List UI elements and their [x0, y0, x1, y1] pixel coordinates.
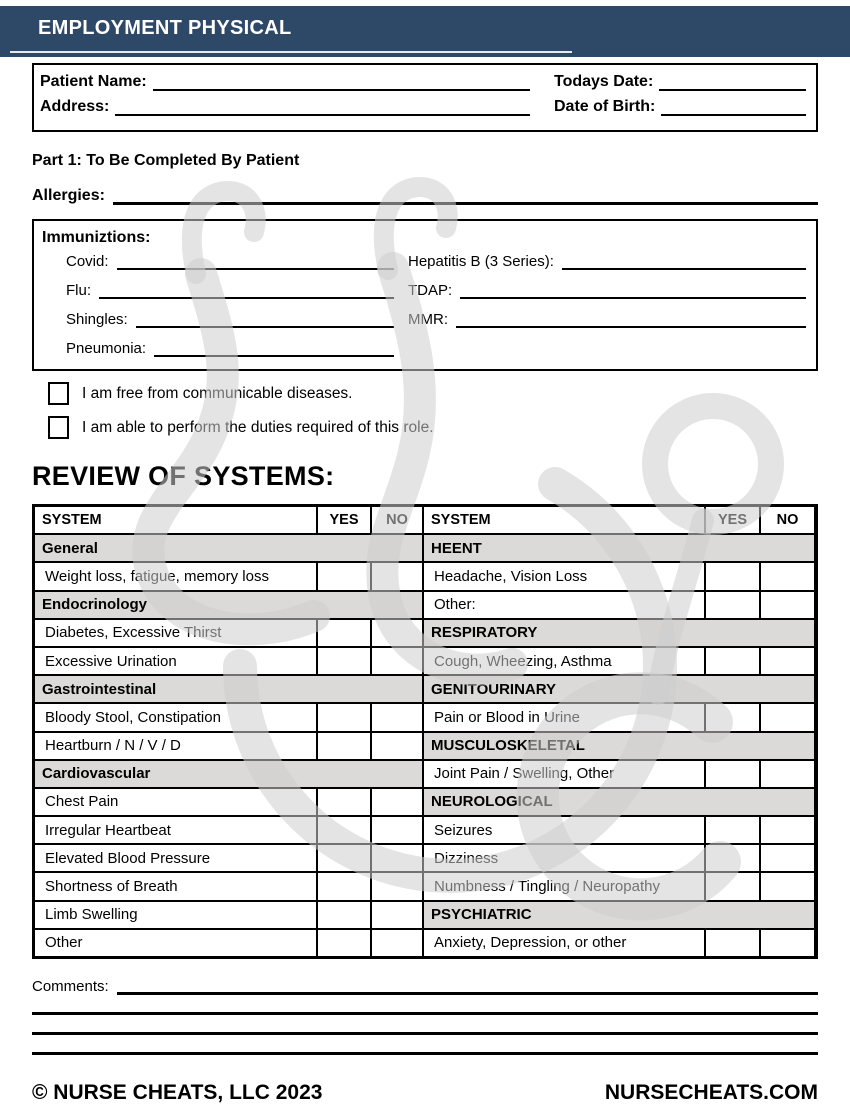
communicable-diseases-checkbox[interactable]: [48, 382, 69, 405]
comments-line[interactable]: [117, 979, 818, 995]
ros-no-cell[interactable]: [761, 873, 814, 899]
ros-yes-cell[interactable]: [706, 563, 759, 589]
ros-no-cell[interactable]: [372, 845, 422, 871]
ros-yes-cell[interactable]: [706, 817, 759, 843]
ros-no-cell[interactable]: [761, 648, 814, 674]
mmr-line[interactable]: [456, 312, 806, 328]
immunizations-box: [32, 219, 818, 371]
ros-item-label: Numbness / Tingling / Neuropathy: [424, 873, 704, 899]
ros-item-label: Irregular Heartbeat: [35, 817, 316, 843]
allergies-line[interactable]: [113, 188, 818, 205]
todays-date-label: Todays Date:: [554, 73, 654, 90]
ros-no-cell[interactable]: [372, 789, 422, 815]
ros-yes-cell[interactable]: [318, 648, 370, 674]
ros-no-cell[interactable]: [761, 817, 814, 843]
ros-yes-cell[interactable]: [318, 563, 370, 589]
ros-category-left: General: [35, 535, 422, 561]
ros-no-cell[interactable]: [372, 817, 422, 843]
shingles-line[interactable]: [136, 312, 394, 328]
column-header-no: NO: [761, 507, 814, 533]
ros-yes-cell[interactable]: [318, 789, 370, 815]
ros-yes-cell[interactable]: [318, 873, 370, 899]
ros-category-right: HEENT: [424, 535, 814, 561]
review-table: [32, 504, 818, 959]
ros-yes-cell[interactable]: [706, 873, 759, 899]
ros-no-cell[interactable]: [372, 930, 422, 956]
ros-item-label: Bloody Stool, Constipation: [35, 704, 316, 730]
ros-item-label: Excessive Urination: [35, 648, 316, 674]
ros-yes-cell[interactable]: [706, 930, 759, 956]
hepatitis-b-label: Hepatitis B (3 Series):: [408, 253, 554, 270]
hepatitis-b-line[interactable]: [562, 254, 806, 270]
covid-line[interactable]: [117, 254, 394, 270]
ros-yes-cell[interactable]: [706, 761, 759, 787]
ros-item-label: Joint Pain / Swelling, Other: [424, 761, 704, 787]
flu-label: Flu:: [66, 282, 92, 299]
able-to-perform-duties-checkbox[interactable]: [48, 416, 69, 439]
ros-category-right: PSYCHIATRIC: [424, 902, 814, 928]
allergies-row: [32, 187, 818, 205]
ros-item-label: Heartburn / N / V / D: [35, 733, 316, 759]
part1-heading: Part 1: To Be Completed By Patient: [32, 152, 300, 169]
ros-yes-cell[interactable]: [318, 704, 370, 730]
ros-no-cell[interactable]: [372, 563, 422, 589]
address-line[interactable]: [115, 99, 530, 116]
patient-name-line[interactable]: [153, 74, 530, 91]
ros-item-label: Weight loss, fatigue, memory loss: [35, 563, 316, 589]
ros-category-right: MUSCULOSKELETAL: [424, 733, 814, 759]
ros-category-left: Cardiovascular: [35, 761, 422, 787]
pneumonia-label: Pneumonia:: [66, 340, 147, 357]
ros-category-left: Gastrointestinal: [35, 676, 422, 702]
ros-yes-cell[interactable]: [706, 845, 759, 871]
attestation-row: [48, 416, 818, 439]
ros-item-label: Limb Swelling: [35, 902, 316, 928]
mmr-label: MMR:: [408, 311, 448, 328]
ros-item-label: Headache, Vision Loss: [424, 563, 704, 589]
ros-no-cell[interactable]: [372, 704, 422, 730]
column-header-system: SYSTEM: [424, 507, 704, 533]
title-underline: [10, 51, 572, 53]
column-header-system: SYSTEM: [35, 507, 316, 533]
ros-no-cell[interactable]: [761, 845, 814, 871]
ros-category-right: GENITOURINARY: [424, 676, 814, 702]
ros-item-label: Anxiety, Depression, or other: [424, 930, 704, 956]
ros-item-label: Other: [35, 930, 316, 956]
ros-no-cell[interactable]: [761, 704, 814, 730]
ros-no-cell[interactable]: [372, 733, 422, 759]
ros-item-label: Seizures: [424, 817, 704, 843]
ros-yes-cell[interactable]: [318, 902, 370, 928]
ros-yes-cell[interactable]: [318, 817, 370, 843]
ros-yes-cell[interactable]: [318, 620, 370, 646]
todays-date-line[interactable]: [659, 74, 806, 91]
ros-yes-cell[interactable]: [318, 733, 370, 759]
attestation-row: [48, 382, 818, 405]
covid-label: Covid:: [66, 253, 109, 270]
comments-extra-line[interactable]: [32, 1035, 818, 1055]
column-header-yes: YES: [318, 507, 370, 533]
ros-category-right: RESPIRATORY: [424, 620, 814, 646]
column-header-yes: YES: [706, 507, 759, 533]
pneumonia-line[interactable]: [154, 341, 394, 357]
column-header-no: NO: [372, 507, 422, 533]
copyright-text: © NURSE CHEATS, LLC 2023: [32, 1081, 323, 1104]
comments-row: [32, 978, 818, 995]
review-of-systems-heading: REVIEW OF SYSTEMS:: [32, 461, 335, 491]
ros-no-cell[interactable]: [372, 620, 422, 646]
tdap-line[interactable]: [460, 283, 806, 299]
ros-no-cell[interactable]: [761, 563, 814, 589]
ros-category-right: NEUROLOGICAL: [424, 789, 814, 815]
communicable-diseases-label: I am free from communicable diseases.: [82, 384, 353, 402]
allergies-label: Allergies:: [32, 187, 105, 204]
tdap-label: TDAP:: [408, 282, 453, 299]
website-text: NURSECHEATS.COM: [604, 1081, 818, 1104]
ros-yes-cell[interactable]: [318, 845, 370, 871]
patient-info-box: [32, 63, 818, 132]
ros-item-label: Dizziness: [424, 845, 704, 871]
date-of-birth-label: Date of Birth:: [554, 98, 656, 115]
comments-extra-line[interactable]: [32, 995, 818, 1015]
patient-name-label: Patient Name:: [40, 73, 147, 90]
ros-yes-cell[interactable]: [706, 592, 759, 618]
ros-item-label: Chest Pain: [35, 789, 316, 815]
ros-yes-cell[interactable]: [706, 704, 759, 730]
ros-no-cell[interactable]: [372, 902, 422, 928]
ros-item-label: Elevated Blood Pressure: [35, 845, 316, 871]
shingles-label: Shingles:: [66, 311, 128, 328]
ros-yes-cell[interactable]: [318, 930, 370, 956]
flu-line[interactable]: [99, 283, 394, 299]
ros-no-cell[interactable]: [761, 761, 814, 787]
ros-item-label: Pain or Blood in Urine: [424, 704, 704, 730]
comments-label: Comments:: [32, 978, 109, 995]
ros-category-left: Endocrinology: [35, 592, 422, 618]
comments-extra-line[interactable]: [32, 1015, 818, 1035]
address-label: Address:: [40, 98, 110, 115]
ros-no-cell[interactable]: [372, 873, 422, 899]
date-of-birth-line[interactable]: [661, 99, 806, 116]
ros-no-cell[interactable]: [761, 592, 814, 618]
ros-item-label: Shortness of Breath: [35, 873, 316, 899]
ros-item-label: Diabetes, Excessive Thirst: [35, 620, 316, 646]
header-bar: [0, 6, 850, 57]
page-title: EMPLOYMENT PHYSICAL: [38, 17, 292, 39]
ros-yes-cell[interactable]: [706, 648, 759, 674]
ros-item-label: Other:: [424, 592, 704, 618]
ros-no-cell[interactable]: [761, 930, 814, 956]
ros-item-label: Cough, Wheezing, Asthma: [424, 648, 704, 674]
able-to-perform-duties-label: I am able to perform the duties required of this role.: [82, 418, 434, 436]
immunizations-heading: Immuniztions:: [42, 229, 151, 246]
ros-no-cell[interactable]: [372, 648, 422, 674]
